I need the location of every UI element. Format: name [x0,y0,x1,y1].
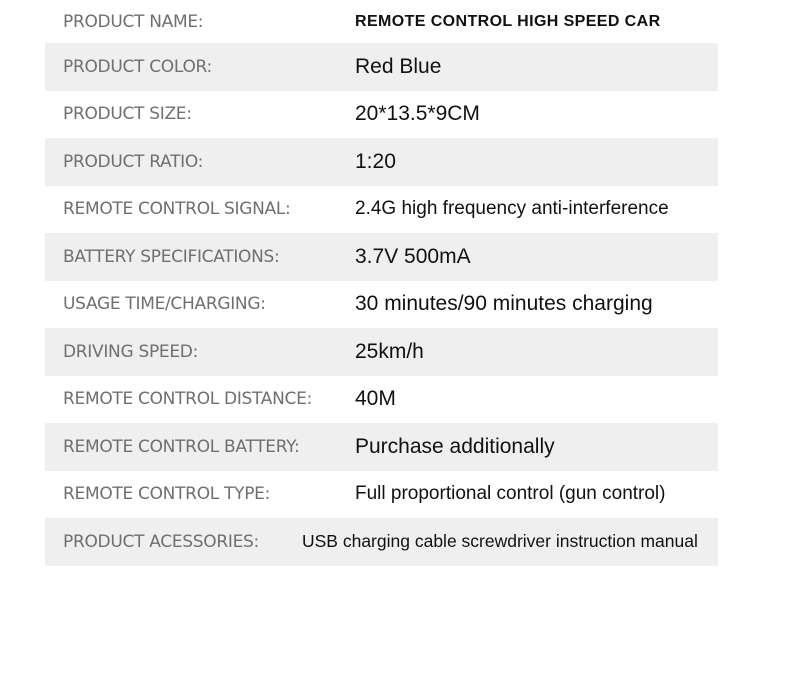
spec-label: DRIVING SPEED: [63,341,198,362]
spec-value: 25km/h [355,339,424,363]
spec-row-product-accessories [45,518,718,566]
spec-value: Red Blue [355,54,442,78]
spec-label: PRODUCT ACESSORIES: [63,531,259,552]
spec-value: 20*13.5*9CM [355,102,480,126]
spec-row-product-ratio [45,138,718,186]
spec-table [45,0,718,566]
spec-row-remote-control-battery [45,423,718,471]
spec-row-battery-specifications [45,233,718,281]
spec-value: 1:20 [355,149,396,173]
spec-row-remote-control-distance [45,376,718,424]
spec-value: Purchase additionally [355,434,555,458]
spec-row-product-color [45,43,718,91]
spec-label: REMOTE CONTROL SIGNAL: [63,199,291,220]
spec-row-remote-control-signal [45,186,718,234]
spec-label: USAGE TIME/CHARGING: [63,294,266,315]
spec-row-driving-speed [45,328,718,376]
spec-label: PRODUCT COLOR: [63,56,212,77]
spec-row-product-name [45,0,718,43]
spec-value: Full proportional control (gun control) [355,483,666,505]
spec-label: PRODUCT RATIO: [63,151,204,172]
spec-value: 40M [355,387,396,411]
spec-row-remote-control-type [45,471,718,519]
spec-value: USB charging cable screwdriver instruction manual [302,531,698,552]
spec-row-usage-time-charging [45,281,718,329]
spec-label: REMOTE CONTROL BATTERY: [63,436,300,457]
spec-label: BATTERY SPECIFICATIONS: [63,246,280,267]
spec-label: PRODUCT NAME: [63,11,204,32]
spec-label: REMOTE CONTROL DISTANCE: [63,389,312,410]
spec-value: 30 minutes/90 minutes charging [355,292,653,316]
spec-row-product-size [45,91,718,139]
spec-value: REMOTE CONTROL HIGH SPEED CAR [355,12,661,30]
spec-label: PRODUCT SIZE: [63,104,192,125]
spec-value: 3.7V 500mA [355,244,471,268]
spec-label: REMOTE CONTROL TYPE: [63,484,271,505]
spec-value: 2.4G high frequency anti-interference [355,198,669,220]
